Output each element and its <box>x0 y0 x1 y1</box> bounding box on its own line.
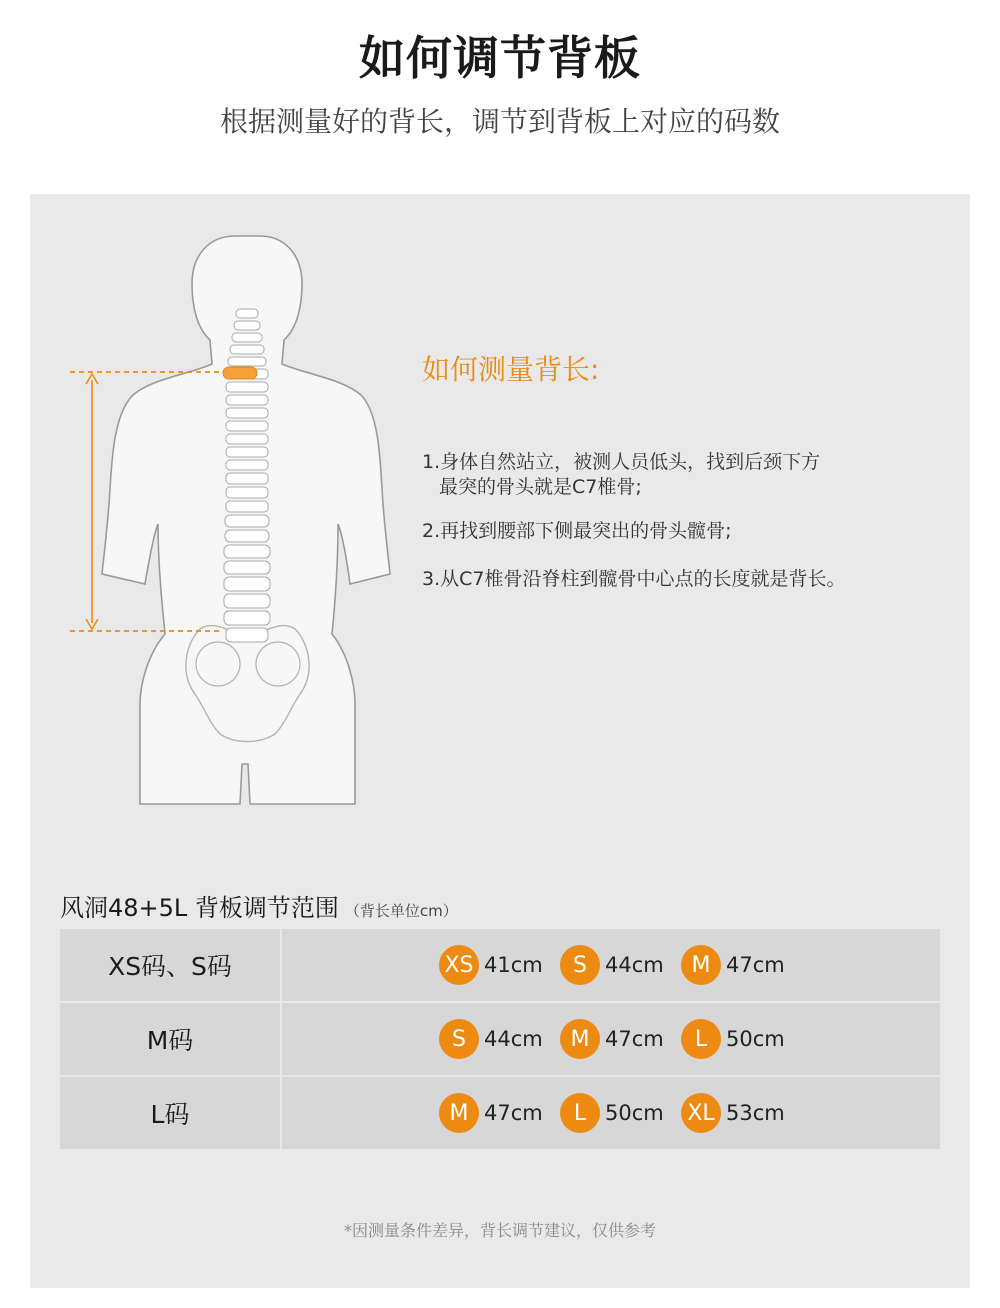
measure-title: 如何测量背长: <box>422 353 600 386</box>
measure-step-1-line-1: 1.身体自然站立，被测人员低头，找到后颈下方 <box>422 451 821 473</box>
size-value: 50cm <box>605 1101 664 1125</box>
size-badge: S <box>560 945 600 985</box>
size-value: 41cm <box>484 953 543 977</box>
size-badge: M <box>681 945 721 985</box>
size-table <box>60 929 940 1151</box>
size-badge: L <box>681 1019 721 1059</box>
row-options <box>282 1077 940 1149</box>
size-option <box>560 945 681 985</box>
size-value: 47cm <box>605 1027 664 1051</box>
size-option <box>681 1019 802 1059</box>
back-anatomy-illustration <box>70 224 430 824</box>
size-badge: M <box>560 1019 600 1059</box>
size-option <box>681 1093 802 1133</box>
table-row <box>60 1003 940 1075</box>
footnote: *因测量条件差异，背长调节建议，仅供参考 <box>343 1221 656 1240</box>
measure-step-3: 3.从C7椎骨沿脊柱到髋骨中心点的长度就是背长。 <box>422 568 846 590</box>
row-options <box>282 1003 940 1075</box>
content-panel <box>30 194 970 1288</box>
size-value: 47cm <box>484 1101 543 1125</box>
page-subtitle: 根据测量好的背长，调节到背板上对应的码数 <box>219 105 780 138</box>
table-title-text: 风洞48+5L 背板调节范围 <box>60 894 339 922</box>
size-value: 47cm <box>726 953 785 977</box>
size-badge: XS <box>439 945 479 985</box>
size-value: 50cm <box>726 1027 785 1051</box>
row-label: XS码、S码 <box>60 929 280 1001</box>
size-badge: XL <box>681 1093 721 1133</box>
measure-step-2: 2.再找到腰部下侧最突出的骨头髋骨; <box>422 520 732 542</box>
size-option <box>439 1019 560 1059</box>
measure-step-1-line-2: 最突的骨头就是C7椎骨; <box>439 476 642 498</box>
table-unit-note: （背长单位cm） <box>344 902 458 920</box>
size-value: 53cm <box>726 1101 785 1125</box>
table-row <box>60 1077 940 1149</box>
size-badge: L <box>560 1093 600 1133</box>
page-title: 如何调节背板 <box>359 31 641 85</box>
size-value: 44cm <box>484 1027 543 1051</box>
size-badge: S <box>439 1019 479 1059</box>
row-options <box>282 929 940 1001</box>
row-label: M码 <box>60 1003 280 1075</box>
size-option <box>560 1093 681 1133</box>
size-option <box>560 1019 681 1059</box>
table-row <box>60 929 940 1001</box>
size-option <box>439 1093 560 1133</box>
size-option <box>439 945 560 985</box>
size-value: 44cm <box>605 953 664 977</box>
measure-step-1 <box>422 450 820 500</box>
size-option <box>681 945 802 985</box>
size-badge: M <box>439 1093 479 1133</box>
row-label: L码 <box>60 1077 280 1149</box>
table-title <box>60 888 458 923</box>
